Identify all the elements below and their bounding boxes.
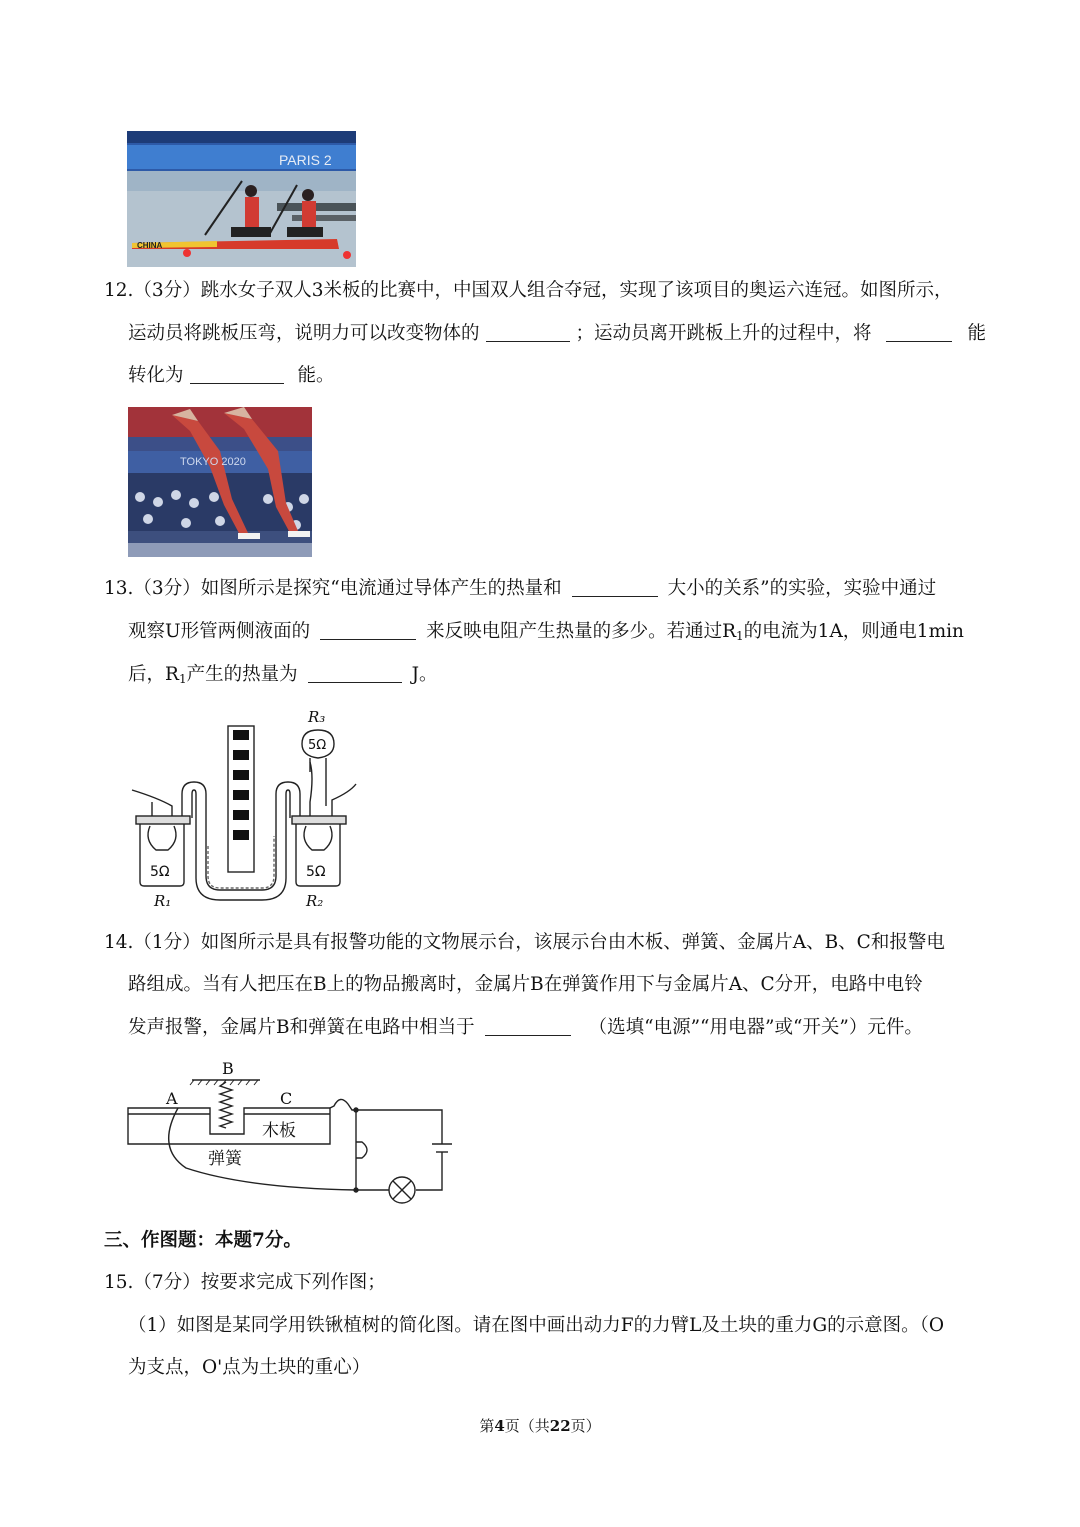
q14-text-3b: （选填“电源”“用电器”或“开关”）元件。 [588,1017,923,1038]
q15-line1 [104,1271,386,1295]
q13-line1 [104,577,936,601]
footer-total: 22 [549,1417,571,1435]
label-b: B [222,1059,234,1078]
q12-line2 [128,322,986,346]
r1-value: 5Ω [150,864,170,880]
q13-blank-3[interactable] [308,664,402,683]
q13-text-2c: 的电流为1A，则通电1min [743,621,964,642]
r1-label: R₁ [154,892,172,910]
q15-sub1-line1: （1）如图是某同学用铁锹植树的简化图。请在图中画出动力F的力臂L及土块的重力G的示意图。（O [128,1315,945,1336]
q12-text-2a: 运动员将跳板压弯，说明力可以改变物体的 [128,323,480,344]
q13-text-3a: 后，R [128,664,179,685]
q12-number: 12. [104,280,134,301]
q12-line1 [104,279,952,303]
q14-line2 [128,973,923,997]
q14-blank-1[interactable] [485,1017,571,1036]
section-3-heading: 三、作图题：本题7分。 [104,1230,302,1251]
diving-banner-text: TOKYO 2020 [180,456,246,468]
label-c: C [280,1089,293,1108]
q12-blank-1[interactable] [486,323,570,342]
page-footer [0,1415,1080,1436]
q13-text-2a: 观察U形管两侧液面的 [128,621,311,642]
q13-sub-1: 1 [736,629,744,643]
r3-label: R₃ [308,708,326,726]
footer-suffix: 页） [570,1417,601,1435]
q15-number: 15. [104,1272,134,1293]
label-a: A [166,1089,178,1108]
label-board: 木板 [262,1121,296,1141]
q13-line2 [128,620,964,648]
q13-text-2b: 来反映电阻产生热量的多少。若通过R [426,621,737,642]
q14-text-2: 路组成。当有人把压在B上的物品搬离时，金属片B在弹簧作用下与金属片A、C分开，电路中电铃 [128,974,923,995]
footer-prefix: 第 [479,1417,495,1435]
q13-text-1b: 大小的关系”的实验，实验中通过 [667,578,937,599]
q13-sub-2: 1 [178,672,187,686]
q12-text-2b: ；运动员离开跳板上升的过程中，将 [575,323,872,344]
q15-text-1: 按要求完成下列作图； [200,1272,386,1293]
q12-text-3a: 转化为 [128,365,184,386]
q12-text-1: 跳水女子双人3米板的比赛中，中国双人组合夺冠，实现了该项目的奥运六连冠。如图所示， [200,280,953,301]
canoe-banner-text: PARIS 2 [279,152,332,168]
r2-value: 5Ω [306,864,326,880]
q12-text-2c: 能 [967,323,987,344]
q13-blank-2[interactable] [320,621,416,640]
q13-line3 [128,663,438,691]
footer-page: 4 [494,1417,505,1435]
q14-text-3a: 发声报警，金属片B和弹簧在电路中相当于 [128,1017,475,1038]
q12-blank-2[interactable] [886,323,952,342]
q12-text-3b: 能。 [297,365,335,386]
q13-text-1a: 如图所示是探究“电流通过导体产生的热量和 [200,578,562,599]
footer-mid: 页（共 [504,1417,550,1435]
r2-label: R₂ [306,892,324,910]
q14-line1 [104,931,945,955]
alarm-stand-figure [126,1058,456,1206]
q15-sub1-line2: 为支点，O'点为土块的重心） [128,1357,371,1378]
diving-photo [128,407,312,557]
q13-number: 13. [104,578,134,599]
q12-line3 [128,364,335,388]
q12-score: （3分） [133,280,201,301]
r3-value: 5Ω [308,738,327,753]
q12-blank-3[interactable] [190,365,284,384]
u-tube-figure [128,706,360,912]
label-spring: 弹簧 [208,1149,242,1169]
q14-text-1: 如图所示是具有报警功能的文物展示台，该展示台由木板、弹簧、金属片A、B、C和报警电 [200,932,945,953]
q15-score: （7分） [133,1272,201,1293]
q13-score: （3分） [133,578,201,599]
q14-line3 [128,1016,923,1040]
q13-text-3c: J。 [411,664,438,685]
canoe-photo [127,131,356,267]
q14-score: （1分） [133,932,201,953]
q14-number: 14. [104,932,134,953]
q13-blank-1[interactable] [572,578,658,597]
canoe-boat-text: CHINA [137,241,163,250]
q13-text-3b: 产生的热量为 [186,664,298,685]
